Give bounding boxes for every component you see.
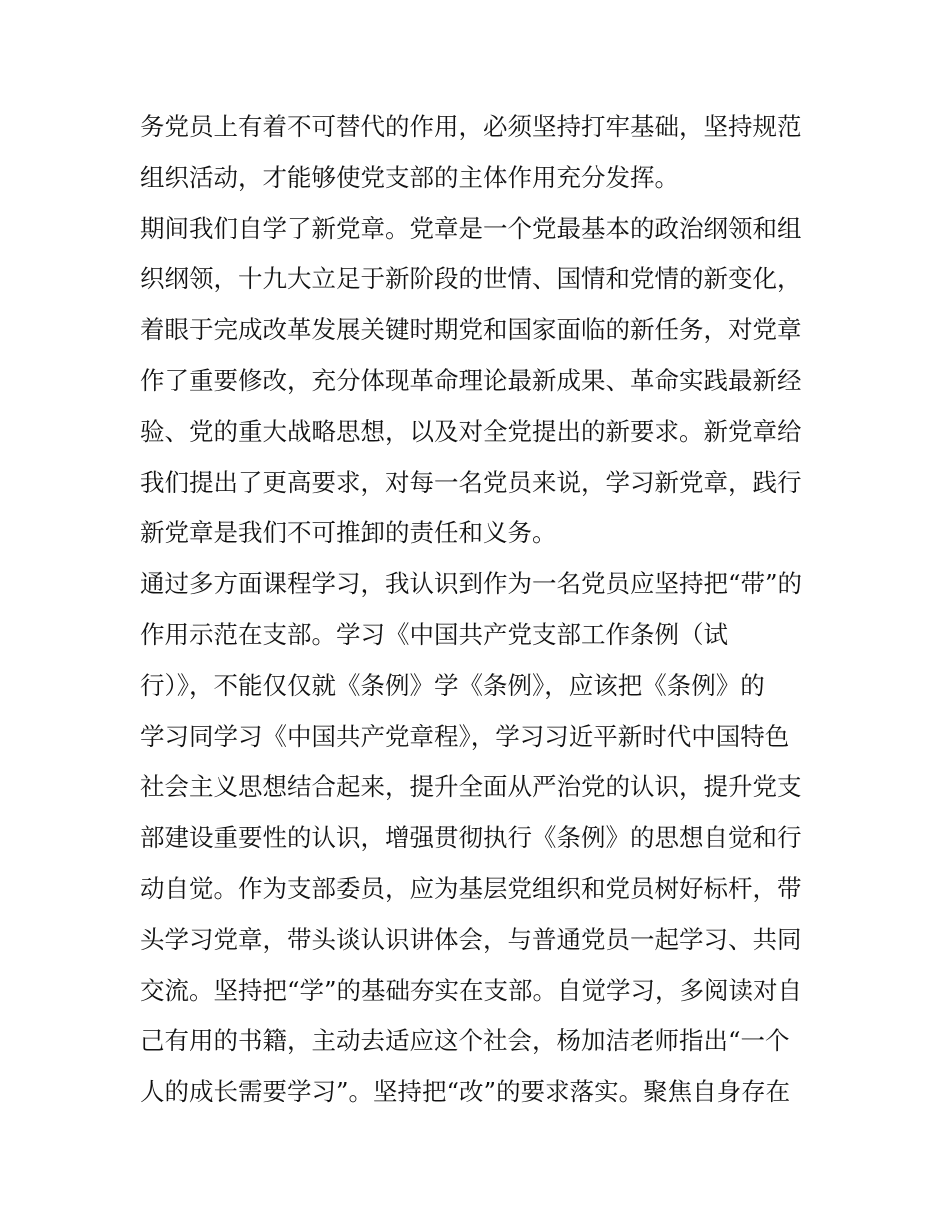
text-line: 作了重要修改，充分体现革命理论最新成果、革命实践最新经 — [140, 365, 802, 395]
text-line: 行）》，不能仅仅就《条例》学《条例》，应该把《条例》的 — [140, 670, 765, 700]
text-line: 务党员上有着不可替代的作用，必须坚持打牢基础，坚持规范 — [140, 112, 802, 141]
text-line: 己有用的书籍，主动去适应这个社会，杨加洁老师指出“一个 — [140, 1026, 790, 1056]
text-line: 交流。坚持把“学”的基础夯实在支部。自觉学习，多阅读对自 — [140, 975, 803, 1005]
text-line: 新党章是我们不可推卸的责任和义务。 — [140, 518, 557, 548]
text-line: 人的成长需要学习”。坚持把“改”的要求落实。聚焦自身存在 — [140, 1077, 791, 1107]
text-line: 通过多方面课程学习，我认识到作为一名党员应坚持把“带”的 — [140, 569, 803, 599]
text-line: 织纲领，十九大立足于新阶段的世情、国情和党情的新变化， — [140, 264, 802, 294]
text-line: 期间我们自学了新党章。党章是一个党最基本的政治纲领和组 — [140, 213, 802, 243]
text-line: 部建设重要性的认识，增强贯彻执行《条例》的思想自觉和行 — [140, 823, 802, 853]
text-line: 组织活动，才能够使党支部的主体作用充分发挥。 — [140, 162, 679, 192]
text-line: 动自觉。作为支部委员，应为基层党组织和党员树好标杆，带 — [140, 873, 802, 903]
text-line: 社会主义思想结合起来，提升全面从严治党的认识，提升党支 — [140, 772, 802, 802]
text-line: 我们提出了更高要求，对每一名党员来说，学习新党章，践行 — [140, 467, 802, 497]
text-line: 作用示范在支部。学习《中国共产党支部工作条例（试 — [140, 619, 728, 649]
text-line: 学习同学习《中国共产党章程》，学习习近平新时代中国特色 — [140, 721, 790, 751]
text-line: 验、党的重大战略思想，以及对全党提出的新要求。新党章给 — [140, 416, 802, 446]
body-text — [140, 102, 820, 1118]
text-line: 着眼于完成改革发展关键时期党和国家面临的新任务，对党章 — [140, 315, 802, 345]
text-line: 头学习党章，带头谈认识讲体会，与普通党员一起学习、共同 — [140, 924, 802, 954]
